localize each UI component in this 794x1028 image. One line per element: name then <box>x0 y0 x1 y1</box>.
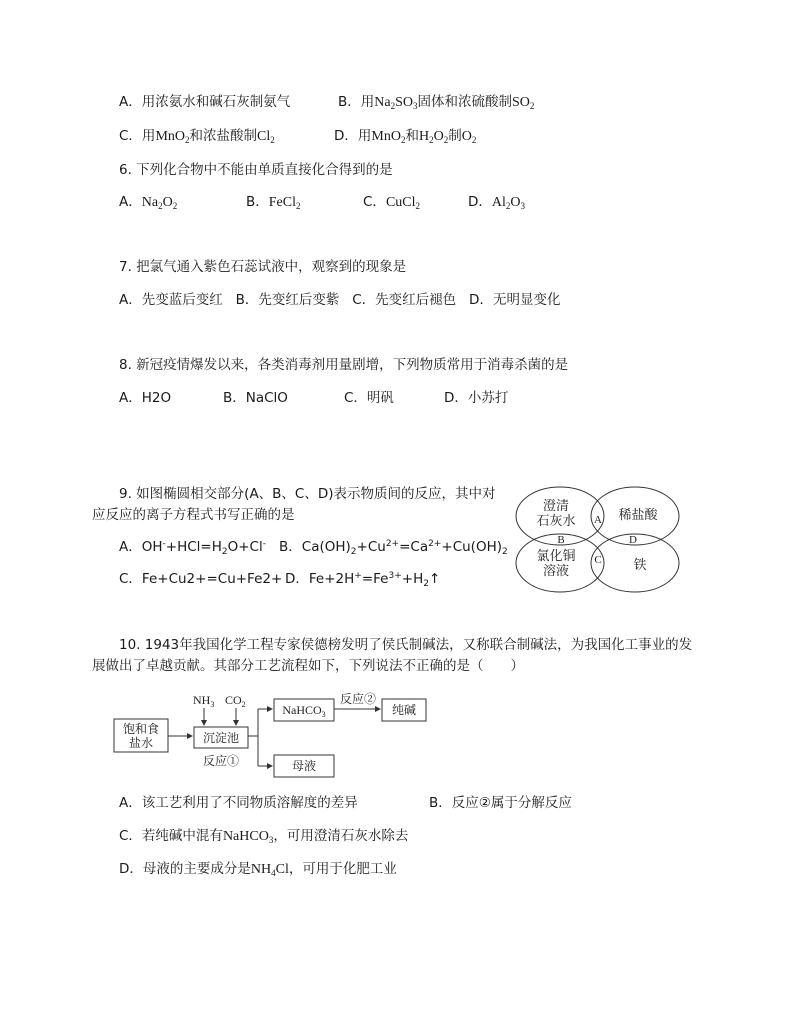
q10-option-a: A．该工艺利用了不同物质溶解度的差异 <box>119 795 358 811</box>
q10-stem-line2: 展做出了卓越贡献。其部分工艺流程如下，下列说法不正确的是（ ） <box>92 658 524 674</box>
q10-option-c: C．若纯碱中混有NaHCO$_3$，可用澄清石灰水除去 <box>119 828 409 845</box>
q6-options <box>119 192 639 212</box>
q7-stem: 7. 把氯气通入紫色石蕊试液中，观察到的现象是 <box>119 259 407 275</box>
q8-option-d: D．小苏打 <box>444 390 509 406</box>
venn-region-b: B <box>557 534 565 546</box>
q9-venn-diagram <box>512 483 684 601</box>
q6-option-c: C．CuCl$_2$ <box>363 194 421 211</box>
q9-options-row2 <box>119 569 519 589</box>
q6-option-d: D．$Al_2O_3$ <box>468 194 526 211</box>
venn-label-cucl2-2: 溶液 <box>542 563 570 578</box>
venn-label-hcl: 稀盐酸 <box>618 507 658 522</box>
flow-nh3-label: $NH_3$ <box>193 693 215 709</box>
flow-reaction1-label: 反应① <box>202 754 240 768</box>
q5-option-a: A．用浓氨水和碱石灰制氨气 <box>119 94 291 110</box>
flow-reaction2-label: 反应② <box>339 692 377 706</box>
venn-label-cucl2-1: 氯化铜 <box>536 548 576 563</box>
flow-mother-label: 母液 <box>291 759 317 773</box>
q9-option-a: A．$OH^-+HCl=H_2O+Cl^-$ <box>119 539 266 557</box>
q5-option-b: B．用$Na_2SO_3$固体和浓硫酸制$SO_2$ <box>338 94 535 111</box>
flow-nahco3-label: NaHCO$_3$ <box>282 703 326 719</box>
q9-option-b: B．$Ca(OH)_2+Cu^{2+}=Ca^{2+}+Cu(OH)_2$ <box>279 539 508 557</box>
q10-stem-line1: 10. 1943年我国化学工程专家侯德榜发明了侯氏制碱法，又称联合制碱法，为我国化工事业的发 <box>119 637 693 653</box>
venn-label-limewater-1: 澄清 <box>542 498 570 513</box>
q8-option-a: A．H2O <box>119 390 172 406</box>
q10-option-b: B．反应②属于分解反应 <box>429 795 572 811</box>
flow-brine-1: 饱和食 <box>122 722 160 736</box>
venn-label-limewater-2: 石灰水 <box>536 513 576 528</box>
venn-region-a: A <box>594 514 602 526</box>
q8-stem: 8. 新冠疫情爆发以来，各类消毒剂用量剧增，下列物质常用于消毒杀菌的是 <box>119 357 569 373</box>
q8-option-b: B．NaClO <box>223 390 288 406</box>
q10-options-row1 <box>119 793 619 813</box>
q7-options: A．先变蓝后变红 B．先变红后变紫 C．先变红后褪色 D．无明显变化 <box>119 292 561 308</box>
q6-option-a: A．$Na_2O_2$ <box>119 194 178 211</box>
q10-option-d: D．母液的主要成分是$NH_4Cl$，可用于化肥工业 <box>119 861 397 878</box>
flow-soda-label: 纯碱 <box>391 703 417 717</box>
flow-co2-label: $CO_2$ <box>225 693 246 709</box>
q9-option-c: C．Fe+Cu2+=Cu+Fe2+ <box>119 571 283 587</box>
q6-option-b: B．FeCl$_2$ <box>246 194 301 211</box>
q9-stem-line2: 应反应的离子方程式书写正确的是 <box>92 507 295 523</box>
flow-tank-label: 沉淀池 <box>202 731 240 745</box>
q8-options <box>119 388 539 408</box>
q9-stem-line1: 9. 如图椭圆相交部分(A、B、C、D)表示物质间的反应，其中对 <box>119 486 496 502</box>
q8-option-c: C．明矾 <box>344 390 394 406</box>
q5-option-d: D．用MnO$_2$和$H_2O_2$制$O_2$ <box>334 128 477 145</box>
flow-brine-2: 盐水 <box>128 736 154 750</box>
q9-option-d: D．$Fe+2H^+=Fe^{3+}+H_2↑$ <box>285 571 441 589</box>
venn-label-iron: 铁 <box>633 557 647 572</box>
venn-region-c: C <box>594 554 602 566</box>
q9-options-row1 <box>119 537 519 557</box>
venn-region-d: D <box>629 534 637 546</box>
q10-process-flow <box>112 688 432 784</box>
q6-stem: 6. 下列化合物中不能由单质直接化合得到的是 <box>119 162 393 178</box>
q5-option-c: C．用MnO$_2$和浓盐酸制$Cl_2$ <box>119 128 275 145</box>
